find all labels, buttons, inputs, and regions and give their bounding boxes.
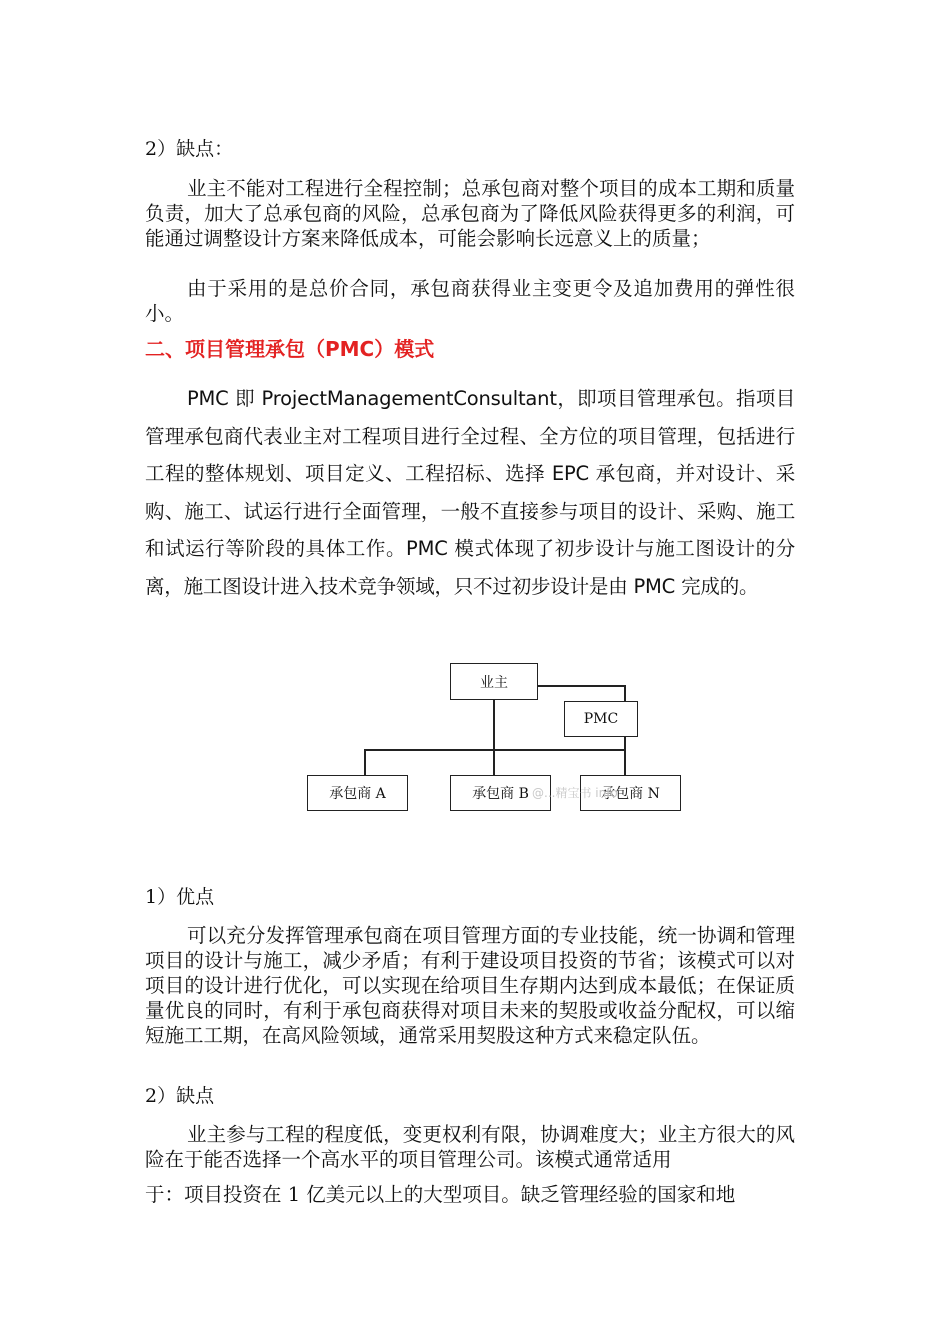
- paragraph-disadvantages-pmc-cont: 于：项目投资在 1 亿美元以上的大型项目。缺乏管理经验的国家和地: [145, 1183, 736, 1206]
- paragraph-disadvantages-pmc: 业主参与工程的程度低，变更权利有限，协调难度大；业主方很大的风险在于能否选择一个高水平的项目管理公司。该模式通常适用: [145, 1123, 795, 1171]
- paragraph-disadvantages-1: 业主不能对工程进行全程控制；总承包商对整个项目的成本工期和质量负责，加大了总承包商的风险，总承包商为了降低风险获得更多的利润，可能通过调整设计方案来降低成本，可能会影响长远意义上的质量；: [145, 177, 795, 250]
- section-label-advantages: 1）优点: [145, 886, 215, 908]
- connector-owner-pmc-v: [624, 685, 626, 702]
- section-label-disadvantages: 2）缺点：: [145, 138, 234, 160]
- node-contractor-b: 承包商 B: [450, 775, 551, 811]
- connector-owner-pmc-h: [537, 685, 625, 687]
- pmc-org-diagram: [300, 655, 700, 825]
- section-heading-pmc: 二、项目管理承包（PMC）模式: [145, 337, 435, 361]
- paragraph-disadvantages-2: 由于采用的是总价合同，承包商获得业主变更令及追加费用的弹性很小。: [145, 277, 795, 325]
- connector-pmc-down: [624, 736, 626, 749]
- connector-to-contractor-n: [624, 749, 626, 775]
- paragraph-pmc-intro: PMC 即 ProjectManagementConsultant，即项目管理承包。指项目管理承包商代表业主对工程项目进行全过程、全方位的项目管理，包括进行工程的整体规划、项目定义、工程招标、选择 EPC 承包商，并对设计、采购、施工、试运行进行全面管理，一般不直接参与项目的设计、采购、施工和试运行等阶段的具体工作。PMC 模式体现了初步设计与施工图设计的分离，施工图设计进入技术竞争领域，只不过初步设计是由 PMC 完成的。: [145, 387, 795, 598]
- node-contractor-a: 承包商 A: [307, 775, 408, 811]
- watermark-text: @...精宝书 info: [532, 786, 618, 800]
- connector-to-contractor-a: [364, 749, 366, 775]
- node-contractor-n: 承包商 N: [580, 775, 681, 811]
- paragraph-advantages: 可以充分发挥管理承包商在项目管理方面的专业技能，统一协调和管理项目的设计与施工，减少矛盾；有利于建设项目投资的节省；该模式可以对项目的设计进行优化，可以实现在给项目生存期内达到成本最低；在保证质量优良的同时，有利于承包商获得对项目未来的契股或收益分配权，可以缩短施工工期，在高风险领域，通常采用契股这种方式来稳定队伍。: [145, 924, 795, 1047]
- connector-horizontal-bus: [364, 749, 625, 751]
- section-label-disadvantages-2: 2）缺点: [145, 1085, 215, 1107]
- node-owner: 业主: [450, 663, 538, 700]
- node-pmc: PMC: [564, 701, 638, 737]
- connector-owner-down: [493, 699, 495, 749]
- connector-to-contractor-b: [493, 749, 495, 775]
